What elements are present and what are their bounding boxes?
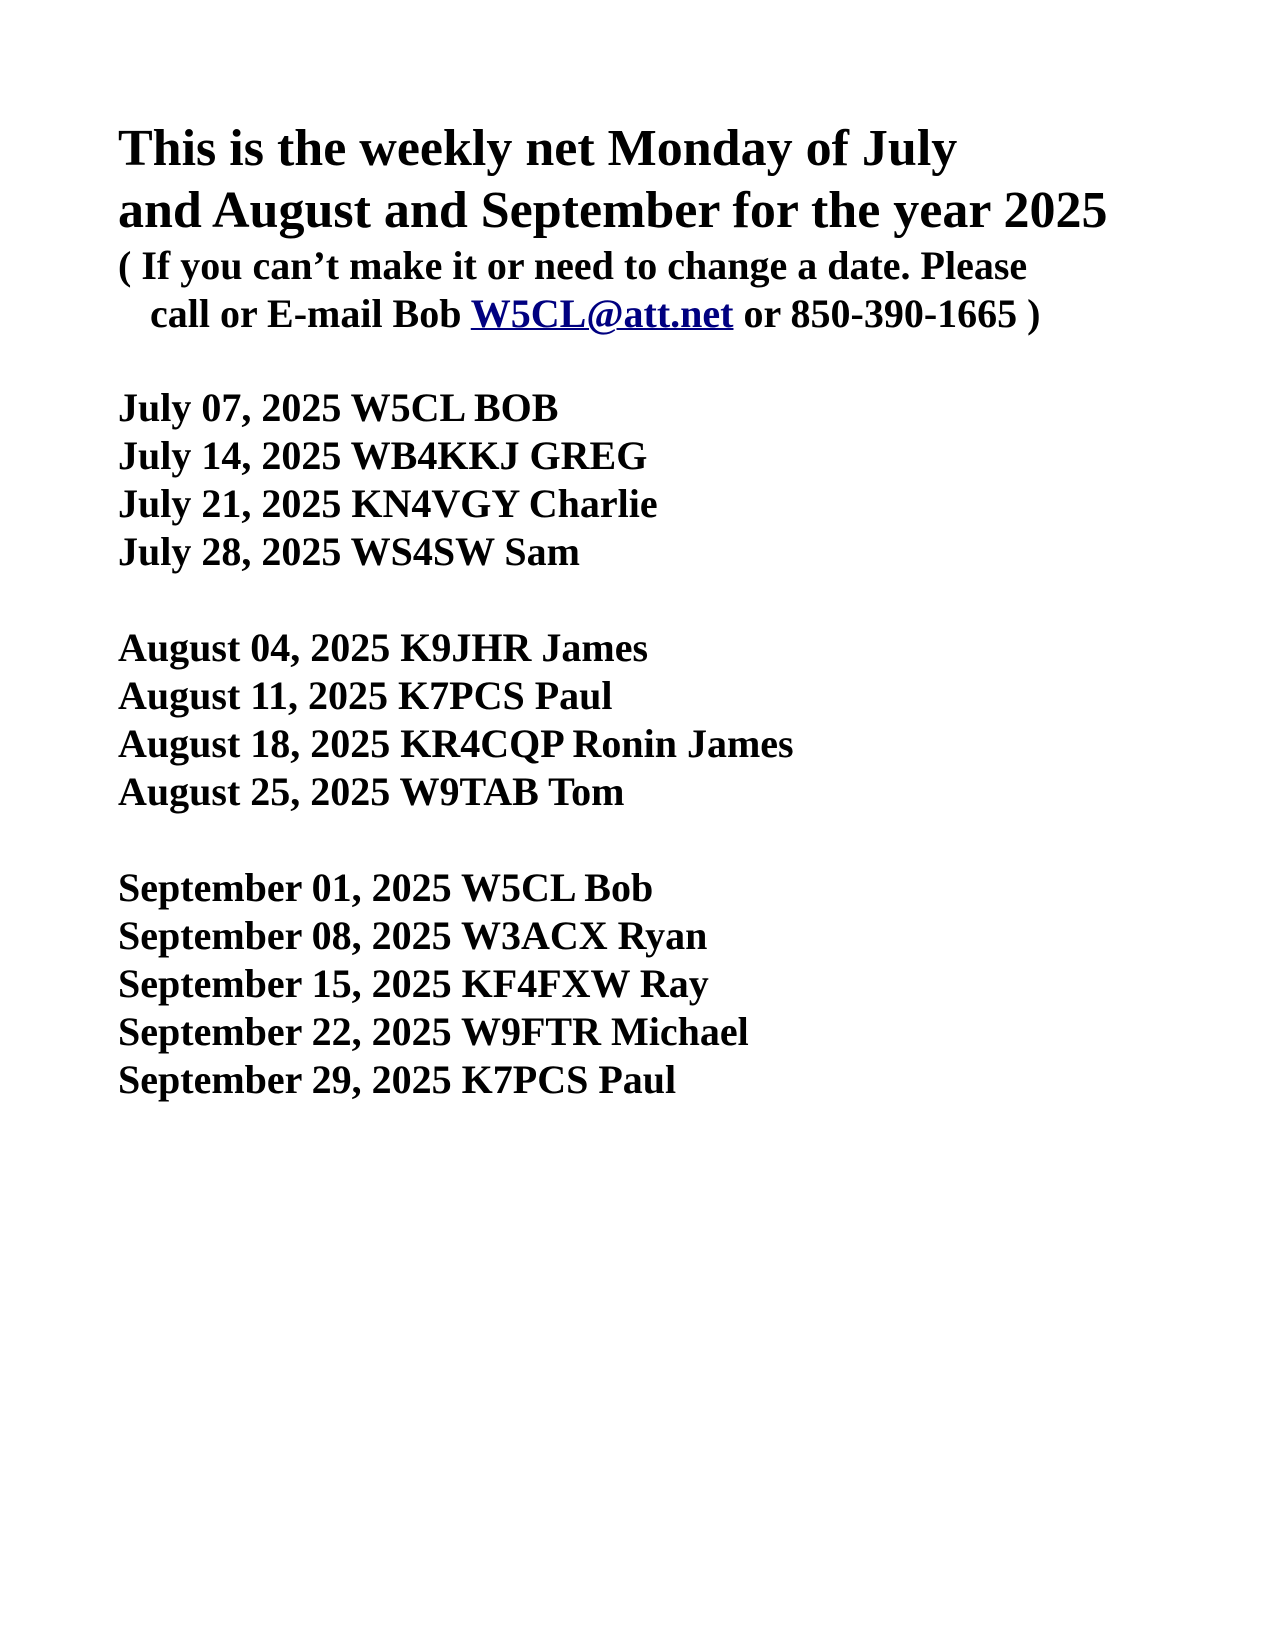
title-line-1: This is the weekly net Monday of July [118, 120, 958, 177]
july-schedule [118, 384, 1238, 576]
schedule-entry: September 01, 2025 W5CL Bob [118, 865, 654, 910]
contact-note-suffix: or 850-390-1665 ) [733, 291, 1041, 336]
net-schedule [118, 384, 1238, 1104]
contact-note-line-2 [118, 290, 1238, 338]
contact-note-prefix: call or E-mail Bob [150, 291, 471, 336]
title-line-2: and August and September for the year 2025 [118, 182, 1108, 239]
schedule-entry: July 07, 2025 W5CL BOB [118, 385, 559, 430]
schedule-entry: July 28, 2025 WS4SW Sam [118, 529, 580, 574]
schedule-entry: September 29, 2025 K7PCS Paul [118, 1057, 677, 1102]
document-page [118, 118, 1238, 1152]
schedule-entry: August 11, 2025 K7PCS Paul [118, 673, 613, 718]
september-schedule [118, 864, 1238, 1104]
email-link[interactable]: W5CL@att.net [470, 291, 734, 336]
schedule-entry: September 15, 2025 KF4FXW Ray [118, 961, 709, 1006]
contact-note-line-1: ( If you can’t make it or need to change a date. Please [118, 243, 1028, 288]
schedule-entry: September 22, 2025 W9FTR Michael [118, 1009, 749, 1054]
schedule-entry: August 25, 2025 W9TAB Tom [118, 769, 625, 814]
august-schedule [118, 624, 1238, 816]
schedule-entry: July 14, 2025 WB4KKJ GREG [118, 433, 648, 478]
schedule-entry: July 21, 2025 KN4VGY Charlie [118, 481, 658, 526]
schedule-entry: August 04, 2025 K9JHR James [118, 625, 649, 670]
schedule-entry: September 08, 2025 W3ACX Ryan [118, 913, 708, 958]
schedule-entry: August 18, 2025 KR4CQP Ronin James [118, 721, 794, 766]
